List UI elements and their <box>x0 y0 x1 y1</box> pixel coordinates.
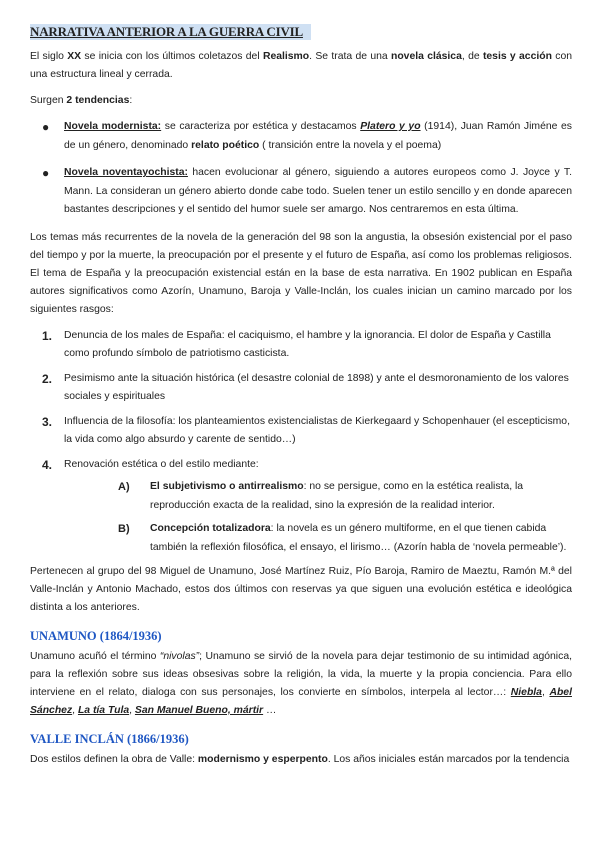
sub-list <box>64 478 572 557</box>
unamuno-paragraph: Unamuno acuñó el término “nivolas”; Unamuno se sirvió de la novela para dejar testimonio de su intimidad agónica, para la reflexión sobre sus ideas obsesivas sobre la religión, la vida, la muerte y la propia conciencia. Para ello interviene en el relato, dialoga con sus personajes, los convierte en símbolos, interpela al lector…: Niebla, Abel Sánchez, La tía Tula, San Manuel Bueno, mártir … <box>30 651 572 716</box>
sub-list-item: A) El subjetivismo o antirrealismo: no se persigue, como en la estética realista, la reproducción exacta de la realidad, sino la expresión de la realidad interior. <box>118 481 524 511</box>
unamuno-heading: UNAMUNO (1864/1936) <box>30 629 162 643</box>
page-title: NARRATIVA ANTERIOR A LA GUERRA CIVIL <box>30 24 311 40</box>
list-item: 3. Influencia de la filosofía: los planteamientos existencialistas de Kierkegaard y Schopenhauer (el escepticismo, la vida como algo absurdo y carente de sentido…) <box>42 414 570 445</box>
valle-heading: VALLE INCLÁN (1866/1936) <box>30 732 189 746</box>
temas-paragraph: Los temas más recurrentes de la novela de la generación del 98 son la angustia, la obsesión existencial por el paso del tiempo y por la muerte, la preocupación por el presente y el futuro de España, así como los problemas religiosos. El tema de España y la preocupación existencial están en la base de esta narrativa. En 1902 publican en España autores significativos como Azorín, Unamuno, Baroja y Valle-Inclán, los cuales inician un camino marcado por los siguientes rasgos: <box>30 231 572 315</box>
list-item: 2. Pesimismo ante la situación histórica (el desastre colonial de 1898) y ante el desmoronamiento de los valores sociales y espirituales <box>42 371 569 402</box>
bullet-icon: ● <box>42 166 50 180</box>
sub-list-item: B) Concepción totalizadora: la novela es un género multiforme, en el que tienen cabida también la reflexión filosófica, el ensayo, el lirismo… (Azorín habla de ‘novela permeable’). <box>118 523 567 553</box>
document-page <box>30 24 572 777</box>
list-item: ● Novela noventayochista: hacen evolucionar al género, siguiendo a autores europeos como J. Joyce y T. Mann. La consideran un género abierto donde cabe todo. Suelen tener un estilo sencillo y en donde aparecen bastantes descripciones y el sentido del humor suele ser amargo. Nos centraremos en esta última. <box>42 166 572 215</box>
list-item: 1. Denuncia de los males de España: el caciquismo, el hambre y la ignorancia. El dolor de España y Castilla como profundo símbolo de patriotismo casticista. <box>42 328 551 359</box>
intro-paragraph: El siglo XX se inicia con los últimos coletazos del Realismo. Se trata de una novela clásica, de tesis y acción con una estructura lineal y cerrada. <box>30 51 572 80</box>
tendencias-line: Surgen 2 tendencias: <box>30 95 133 106</box>
bullet-icon: ● <box>42 120 50 134</box>
rasgos-list <box>30 327 572 558</box>
list-item: ● Novela modernista: se caracteriza por estética y destacamos Platero y yo (1914), Juan Ramón Jiméne es de un género, denominado relato poético ( transición entre la novela y el poema) <box>42 120 572 151</box>
tendencias-list <box>30 118 572 220</box>
pertenecen-paragraph: Pertenecen al grupo del 98 Miguel de Unamuno, José Martínez Ruiz, Pío Baroja, Ramiro de Maeztu, Ramón M.ª del Valle-Inclán y Antonio Machado, estos dos últimos con reservas ya que siguen una evolución estética e ideológica distinta a los anteriores. <box>30 566 572 613</box>
valle-paragraph: Dos estilos definen la obra de Valle: modernismo y esperpento. Los años iniciales están marcados por la tendencia <box>30 754 570 765</box>
list-item: 4. Renovación estética o del estilo mediante: A) El subjetivismo o antirrealismo: no se persigue, como en la estética realista, la reproducción exacta de la realidad, sino la expresión de la realidad interior. B) Concepción totalizadora: la novela es un género multiforme, en el que tienen cabida también la reflexión filosófica, el ensayo, el lirismo… (Azorín habla de ‘novela permeable’). <box>30 456 572 558</box>
